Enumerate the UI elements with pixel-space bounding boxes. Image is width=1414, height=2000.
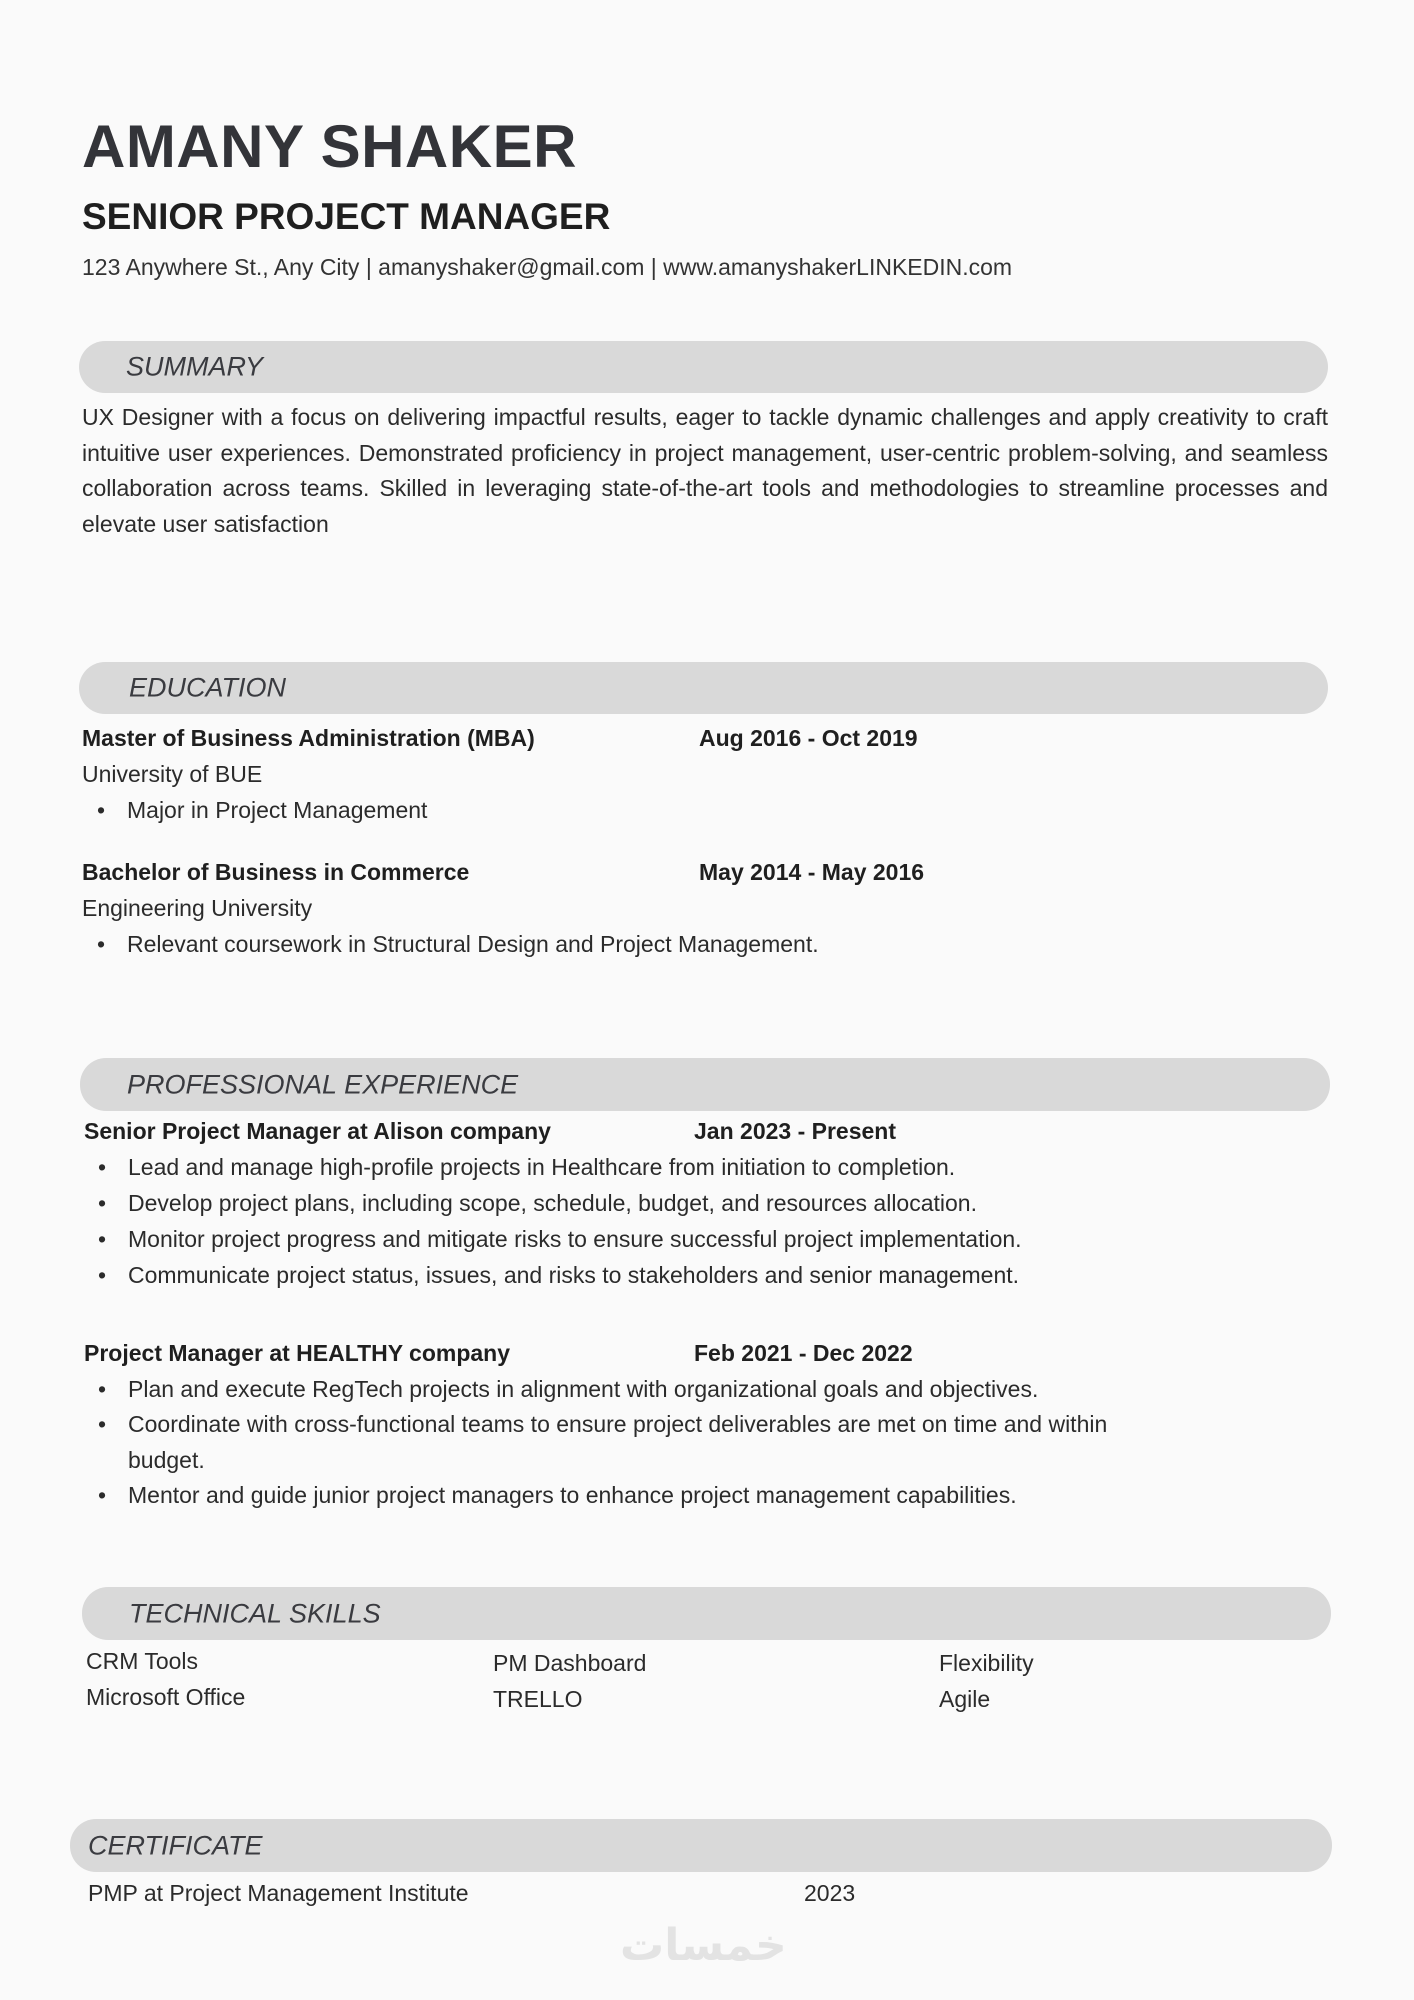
job-bullet: • Coordinate with cross-functional teams to ensure project deliverables are met on time and within	[128, 1411, 1107, 1438]
contact-info: 123 Anywhere St., Any City | amanyshaker@gmail.com | www.amanyshakerLINKEDIN.com	[82, 254, 1013, 280]
education-heading: EDUCATION	[129, 672, 287, 703]
job-bullet: • Plan and execute RegTech projects in alignment with organizational goals and objectives.	[128, 1376, 1038, 1403]
watermark-logo: خمسات	[620, 1921, 787, 1970]
job-bullet: • Develop project plans, including scope, schedule, budget, and resources allocation.	[128, 1190, 977, 1217]
job-bullet-continuation: budget.	[128, 1447, 205, 1473]
education-degree: Bachelor of Business in Commerce	[82, 859, 470, 885]
job-bullet: • Mentor and guide junior project managers to enhance project management capabilities.	[128, 1482, 1017, 1509]
education-bullet: • Major in Project Management	[127, 797, 427, 824]
education-bullet: • Relevant coursework in Structural Design and Project Management.	[127, 931, 819, 958]
education-dates: May 2014 - May 2016	[699, 859, 925, 885]
education-school: Engineering University	[82, 895, 313, 921]
certificate-section-header	[70, 1819, 1332, 1872]
skill-item: CRM Tools	[86, 1648, 199, 1674]
summary-section-header	[79, 341, 1328, 393]
experience-heading: PROFESSIONAL EXPERIENCE	[127, 1069, 519, 1099]
job-role: Senior Project Manager at Alison company	[84, 1118, 551, 1144]
summary-heading: SUMMARY	[126, 351, 264, 382]
education-school: University of BUE	[82, 761, 263, 787]
education-degree: Master of Business Administration (MBA)	[82, 725, 535, 751]
skill-item: PM Dashboard	[493, 1650, 647, 1676]
certificate-heading: CERTIFICATE	[88, 1830, 263, 1860]
candidate-name: AMANY SHAKER	[82, 113, 577, 180]
skill-item: Agile	[939, 1686, 991, 1712]
certificate-year: 2023	[804, 1880, 856, 1906]
job-dates: Jan 2023 - Present	[694, 1118, 897, 1144]
job-title: SENIOR PROJECT MANAGER	[82, 196, 611, 237]
skill-item: Flexibility	[939, 1650, 1034, 1676]
job-bullet: • Communicate project status, issues, and risks to stakeholders and senior management.	[128, 1262, 1019, 1289]
job-role: Project Manager at HEALTHY company	[84, 1340, 511, 1366]
job-dates: Feb 2021 - Dec 2022	[694, 1340, 913, 1366]
experience-section-header	[80, 1058, 1330, 1111]
skill-item: Microsoft Office	[86, 1684, 246, 1710]
summary-text: UX Designer with a focus on delivering impactful results, eager to tackle dynamic challenges and apply creativity to craft intuitive user experiences. Demonstrated proficiency in project management, user-centric problem-solving, and seamless collaboration across teams. Skilled in leveraging state-of-the-art tools and methodologies to streamline processes and elevate user satisfaction	[82, 404, 1328, 537]
education-dates: Aug 2016 - Oct 2019	[699, 725, 918, 751]
job-bullet: • Monitor project progress and mitigate risks to ensure successful project implementation.	[128, 1226, 1022, 1253]
skill-item: TRELLO	[493, 1686, 583, 1712]
certificate-name: PMP at Project Management Institute	[88, 1880, 469, 1906]
job-bullet: • Lead and manage high-profile projects in Healthcare from initiation to completion.	[128, 1154, 955, 1181]
skills-heading: TECHNICAL SKILLS	[129, 1598, 381, 1628]
education-section-header	[79, 662, 1328, 714]
skills-section-header	[82, 1587, 1331, 1640]
